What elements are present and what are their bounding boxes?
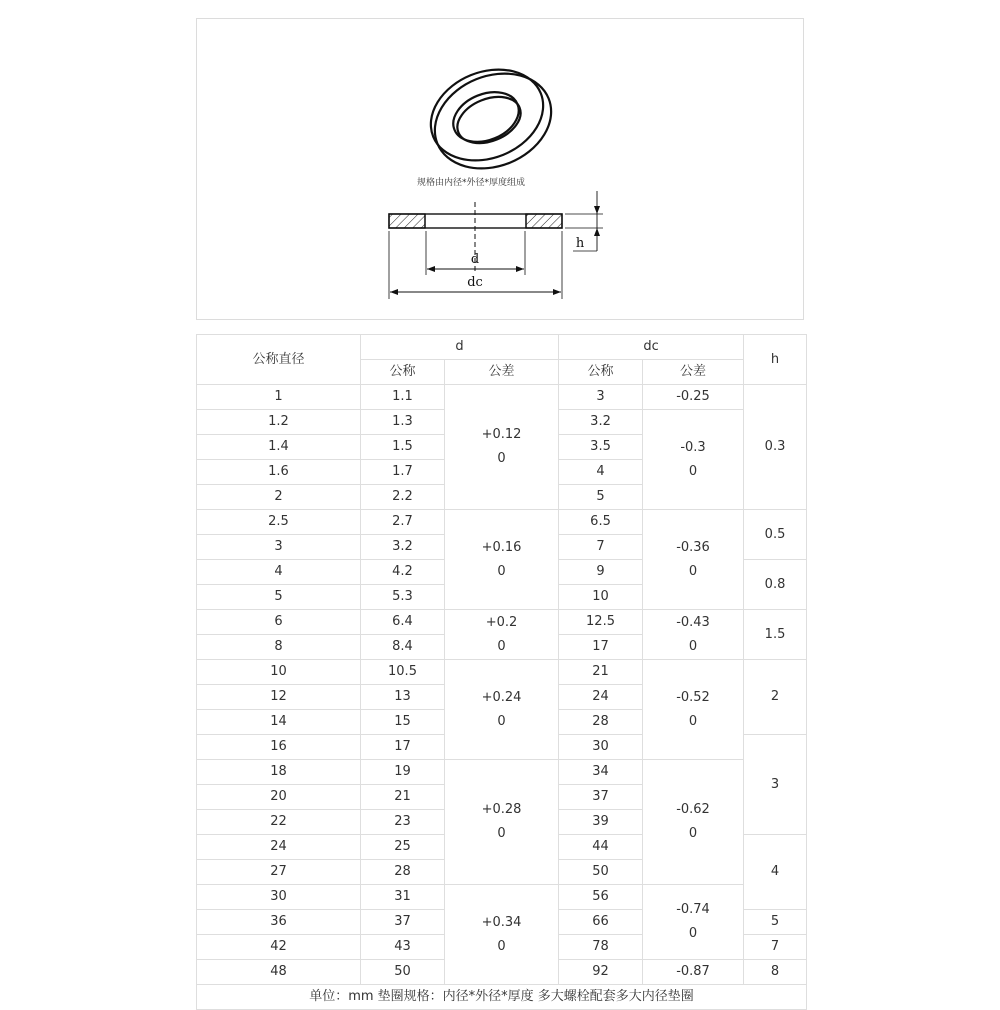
tolerance-upper: -0.87 [676,964,710,979]
header-d: d [361,335,559,360]
d-tolerance-cell [445,885,559,985]
nominal-diameter-cell: 22 [197,810,361,835]
d-nominal-cell: 1.7 [361,460,445,485]
d-nominal-cell: 19 [361,760,445,785]
dc-nominal-cell: 21 [559,660,643,685]
h-cell: 5 [744,910,807,935]
dc-tolerance-cell [643,885,744,960]
nominal-diameter-cell: 1.4 [197,435,361,460]
dc-nominal-cell: 56 [559,885,643,910]
dc-nominal-cell: 3.5 [559,435,643,460]
header-h: h [744,335,807,385]
d-nominal-cell: 37 [361,910,445,935]
washer-diagram [196,18,804,320]
dc-nominal-cell: 28 [559,710,643,735]
d-nominal-cell: 8.4 [361,635,445,660]
nominal-diameter-cell: 10 [197,660,361,685]
dc-nominal-cell: 39 [559,810,643,835]
dc-nominal-cell: 92 [559,960,643,985]
dc-nominal-cell: 4 [559,460,643,485]
footer-row [197,985,807,1010]
nominal-diameter-cell: 30 [197,885,361,910]
dc-nominal-cell: 6.5 [559,510,643,535]
nominal-diameter-cell: 2 [197,485,361,510]
h-cell: 1.5 [744,610,807,660]
header-d-nominal: 公称 [361,360,445,385]
nominal-diameter-cell: 14 [197,710,361,735]
tolerance-upper: -0.43 [676,614,710,630]
dc-nominal-cell: 3.2 [559,410,643,435]
dc-nominal-cell: 12.5 [559,610,643,635]
dc-nominal-cell: 34 [559,760,643,785]
washer-section-view [389,191,603,299]
d-nominal-cell: 28 [361,860,445,885]
dc-nominal-cell: 44 [559,835,643,860]
header-d-tolerance: 公差 [445,360,559,385]
nominal-diameter-cell: 2.5 [197,510,361,535]
d-nominal-cell: 15 [361,710,445,735]
d-nominal-cell: 4.2 [361,560,445,585]
washer-drawing [197,19,805,321]
d-tolerance-cell [445,760,559,885]
d-nominal-cell: 3.2 [361,535,445,560]
dc-nominal-cell: 7 [559,535,643,560]
table-row [197,660,807,685]
d-nominal-cell: 21 [361,785,445,810]
dc-tolerance-cell [643,660,744,760]
h-cell: 0.8 [744,560,807,610]
nominal-diameter-cell: 1.6 [197,460,361,485]
tolerance-lower: 0 [497,826,506,841]
nominal-diameter-cell: 16 [197,735,361,760]
nominal-diameter-cell: 6 [197,610,361,635]
d-tolerance-cell [445,385,559,510]
dc-nominal-cell: 37 [559,785,643,810]
washer-spec-table [196,334,807,1010]
nominal-diameter-cell: 27 [197,860,361,885]
d-nominal-cell: 1.1 [361,385,445,410]
dim-label-h: h [575,236,585,251]
d-nominal-cell: 2.7 [361,510,445,535]
h-cell: 4 [744,835,807,910]
nominal-diameter-cell: 20 [197,785,361,810]
header-dc-nominal: 公称 [559,360,643,385]
tolerance-lower: 0 [688,713,698,729]
h-cell: 2 [744,660,807,735]
nominal-diameter-cell: 3 [197,535,361,560]
tolerance-upper: +0.2 [485,614,518,630]
dim-label-d: d [470,252,480,267]
tolerance-upper: -0.36 [676,539,710,555]
nominal-diameter-cell: 1 [197,385,361,410]
tolerance-upper: -0.74 [676,902,710,917]
header-dc-tolerance: 公差 [643,360,744,385]
dc-tolerance-cell [643,410,744,510]
tolerance-upper: -0.25 [676,389,710,404]
tolerance-lower: 0 [688,826,698,841]
h-cell: 0.5 [744,510,807,560]
tolerance-lower: 0 [497,938,506,954]
nominal-diameter-cell: 1.2 [197,410,361,435]
tolerance-lower: 0 [688,926,698,941]
h-cell: 7 [744,935,807,960]
tolerance-upper: -0.3 [680,439,706,455]
dc-nominal-cell: 78 [559,935,643,960]
tolerance-lower: 0 [497,451,506,466]
dim-label-dc: dc [467,275,483,290]
dc-tolerance-cell [643,760,744,885]
d-tolerance-cell [445,660,559,760]
tolerance-upper: +0.34 [481,914,522,930]
dc-nominal-cell: 5 [559,485,643,510]
dc-nominal-cell: 66 [559,910,643,935]
header-nominal-diameter: 公称直径 [197,335,361,385]
d-tolerance-cell [445,510,559,610]
header-row [197,335,807,360]
dc-tolerance-cell [643,960,744,985]
tolerance-upper: +0.12 [481,427,522,442]
h-cell: 0.3 [744,385,807,510]
nominal-diameter-cell: 48 [197,960,361,985]
dc-nominal-cell: 50 [559,860,643,885]
nominal-diameter-cell: 24 [197,835,361,860]
h-cell: 8 [744,960,807,985]
d-nominal-cell: 2.2 [361,485,445,510]
h-cell: 3 [744,735,807,835]
table-row [197,385,807,410]
d-nominal-cell: 25 [361,835,445,860]
dc-nominal-cell: 17 [559,635,643,660]
tolerance-lower: 0 [497,713,506,729]
diagram-caption: 规格由内径*外径*厚度组成 [416,178,526,188]
nominal-diameter-cell: 5 [197,585,361,610]
d-nominal-cell: 5.3 [361,585,445,610]
nominal-diameter-cell: 18 [197,760,361,785]
dc-tolerance-cell [643,510,744,610]
tolerance-lower: 0 [688,463,698,479]
tolerance-upper: +0.28 [481,802,522,817]
d-nominal-cell: 13 [361,685,445,710]
d-nominal-cell: 1.3 [361,410,445,435]
d-nominal-cell: 31 [361,885,445,910]
dc-nominal-cell: 24 [559,685,643,710]
table-row [197,610,807,635]
tolerance-lower: 0 [497,638,506,654]
dc-tolerance-cell [643,385,744,410]
washer-3d-icon [417,53,565,185]
header-dc: dc [559,335,744,360]
nominal-diameter-cell: 36 [197,910,361,935]
table-footer-note: 单位：mm 垫圈规格：内径*外径*厚度 多大螺栓配套多大内径垫圈 [197,985,807,1010]
d-nominal-cell: 50 [361,960,445,985]
tolerance-lower: 0 [688,563,698,579]
dc-nominal-cell: 3 [559,385,643,410]
dc-nominal-cell: 9 [559,560,643,585]
nominal-diameter-cell: 8 [197,635,361,660]
tolerance-lower: 0 [497,563,506,579]
dc-nominal-cell: 30 [559,735,643,760]
nominal-diameter-cell: 4 [197,560,361,585]
d-nominal-cell: 10.5 [361,660,445,685]
nominal-diameter-cell: 42 [197,935,361,960]
d-nominal-cell: 23 [361,810,445,835]
nominal-diameter-cell: 12 [197,685,361,710]
d-nominal-cell: 43 [361,935,445,960]
tolerance-upper: +0.16 [481,539,522,555]
table-row [197,760,807,785]
d-nominal-cell: 17 [361,735,445,760]
table-row [197,885,807,910]
dc-tolerance-cell [643,610,744,660]
dc-nominal-cell: 10 [559,585,643,610]
tolerance-lower: 0 [688,638,698,654]
tolerance-upper: -0.52 [676,689,710,705]
d-nominal-cell: 1.5 [361,435,445,460]
tolerance-upper: -0.62 [676,802,710,817]
d-tolerance-cell [445,610,559,660]
d-nominal-cell: 6.4 [361,610,445,635]
table-row [197,510,807,535]
tolerance-upper: +0.24 [481,689,522,705]
